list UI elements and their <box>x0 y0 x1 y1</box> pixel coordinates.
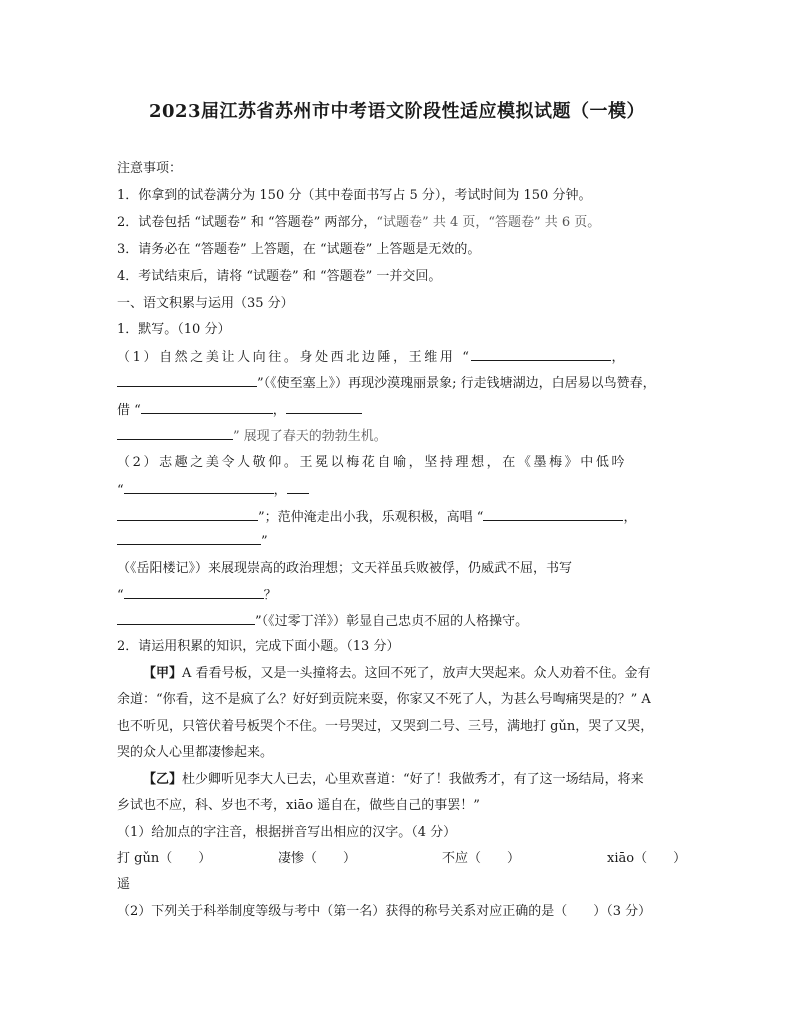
question-text: （2）志趣之美令人敬仰。王冕以梅花自喻，坚持理想，在《墨梅》中低吟 <box>117 455 628 470</box>
answer-blank[interactable] <box>483 508 623 521</box>
sub-question: （2）下列关于科举制度等级与考中（第一名）获得的称号关系对应正确的是（ ）（3 分） <box>117 904 652 919</box>
passage-tag: 【甲】 <box>143 666 183 681</box>
answer-blank[interactable] <box>124 586 264 599</box>
answer-blank[interactable] <box>287 481 309 494</box>
answer-blank[interactable] <box>117 374 257 387</box>
passage-line <box>143 771 644 789</box>
notice-item-text: 2．试卷包括 “试题卷” 和 “答题卷” 两部分， <box>117 215 377 230</box>
answer-blank[interactable] <box>117 612 255 625</box>
question-text: “ <box>117 588 124 603</box>
question-mark: ？ <box>263 588 277 603</box>
comma: ， <box>272 403 286 418</box>
comma: ， <box>611 350 625 365</box>
question-heading: 2．请运用积累的知识，完成下面小题。（13 分） <box>117 639 400 654</box>
page-title: 2023届江苏省苏州市中考语文阶段性适应模拟试题（一模） <box>148 101 646 122</box>
pinyin-item[interactable]: 凄惨（ ） <box>278 851 357 866</box>
question-line <box>117 454 627 472</box>
question-text: （《岳阳楼记》）来展现崇高的政治理想；文天祥虽兵败被俘，仍威武不屈，书写 <box>117 561 573 576</box>
comma: ， <box>623 510 637 525</box>
question-text: ”（《过零丁洋》）彰显自己忠贞不屈的人格操守。 <box>255 614 529 629</box>
notice-item: 4．考试结束后，请将 “试题卷” 和 “答题卷” 一并交回。 <box>117 269 442 284</box>
passage-line: 也不听见，只管伏着号板哭个不住。一号哭过，又哭到二号、三号，满地打 gǔn，哭了又哭， <box>117 719 654 734</box>
question-line <box>117 481 309 500</box>
sub-question: （1）给加点的字注音，根据拼音写出相应的汉字。（4 分） <box>117 825 457 840</box>
pinyin-item[interactable]: 打 gǔn（ ） <box>117 851 212 866</box>
passage-tag: 【乙】 <box>143 772 183 787</box>
passage-line: 哭的众人心里都凄惨起来。 <box>117 745 274 760</box>
question-line <box>117 532 268 551</box>
question-line <box>117 427 387 446</box>
section-heading: 一、语文积累与运用（35 分） <box>117 296 294 311</box>
question-line <box>117 508 636 527</box>
passage-line <box>143 665 651 683</box>
question-line <box>117 401 362 420</box>
question-line <box>117 374 656 393</box>
question-line <box>117 586 277 605</box>
question-text: ”（《使至塞上》）再现沙漠瑰丽景象; 行走钱塘湖边，白居易以鸟赞春， <box>257 376 656 391</box>
question-text: （1）自然之美让人向往。身处西北边陲，王维用 “ <box>117 350 472 365</box>
answer-blank[interactable] <box>471 348 611 361</box>
question-heading: 1．默写。（10 分） <box>117 322 231 337</box>
pinyin-item[interactable]: 不应（ ） <box>442 851 521 866</box>
question-line <box>117 560 572 578</box>
comma: ， <box>273 483 287 498</box>
answer-blank[interactable] <box>117 532 261 545</box>
notice-heading: 注意事项： <box>117 161 183 176</box>
question-line <box>117 348 624 367</box>
answer-blank[interactable] <box>141 401 273 414</box>
answer-blank[interactable] <box>117 508 258 521</box>
close-quote: ” <box>261 534 268 549</box>
passage-line: 乡试也不应，科、岁也不考，xiāo 遥自在，做些自己的事罢！” <box>117 798 480 813</box>
pinyin-item-tail: 遥 <box>117 877 131 892</box>
passage-text: A 看看号板，又是一头撞将去。这回不死了，放声大哭起来。众人劝着不住。金有 <box>182 666 651 681</box>
question-text: “ <box>117 483 124 498</box>
question-line <box>117 612 528 631</box>
question-text: 借 “ <box>117 403 141 418</box>
notice-item: 3．请务必在 “答题卷” 上答题，在 “试题卷” 上答题是无效的。 <box>117 242 481 257</box>
passage-text: 杜少卿听见李大人已去，心里欢喜道：“好了！我做秀才，有了这一场结局，将来 <box>182 772 644 787</box>
question-text: ” 展现了春天的勃勃生机。 <box>233 429 387 444</box>
passage-line: 余道：“你看，这不是疯了么？好好到贡院来耍，你家又不死了人，为甚么号啕痛哭是的？” A <box>117 692 651 707</box>
notice-item <box>117 214 600 232</box>
notice-item-text: “试题卷” 共 4 页，“答题卷” 共 6 页。 <box>376 215 601 230</box>
answer-blank[interactable] <box>286 401 362 414</box>
pinyin-item[interactable]: xiāo（ ） <box>607 851 687 866</box>
notice-item: 1．你拿到的试卷满分为 150 分（其中卷面书写占 5 分），考试时间为 150 分钟。 <box>117 188 592 203</box>
answer-blank[interactable] <box>117 427 233 440</box>
question-text: ”；范仲淹走出小我，乐观积极，高唱 “ <box>258 510 484 525</box>
answer-blank[interactable] <box>124 481 274 494</box>
